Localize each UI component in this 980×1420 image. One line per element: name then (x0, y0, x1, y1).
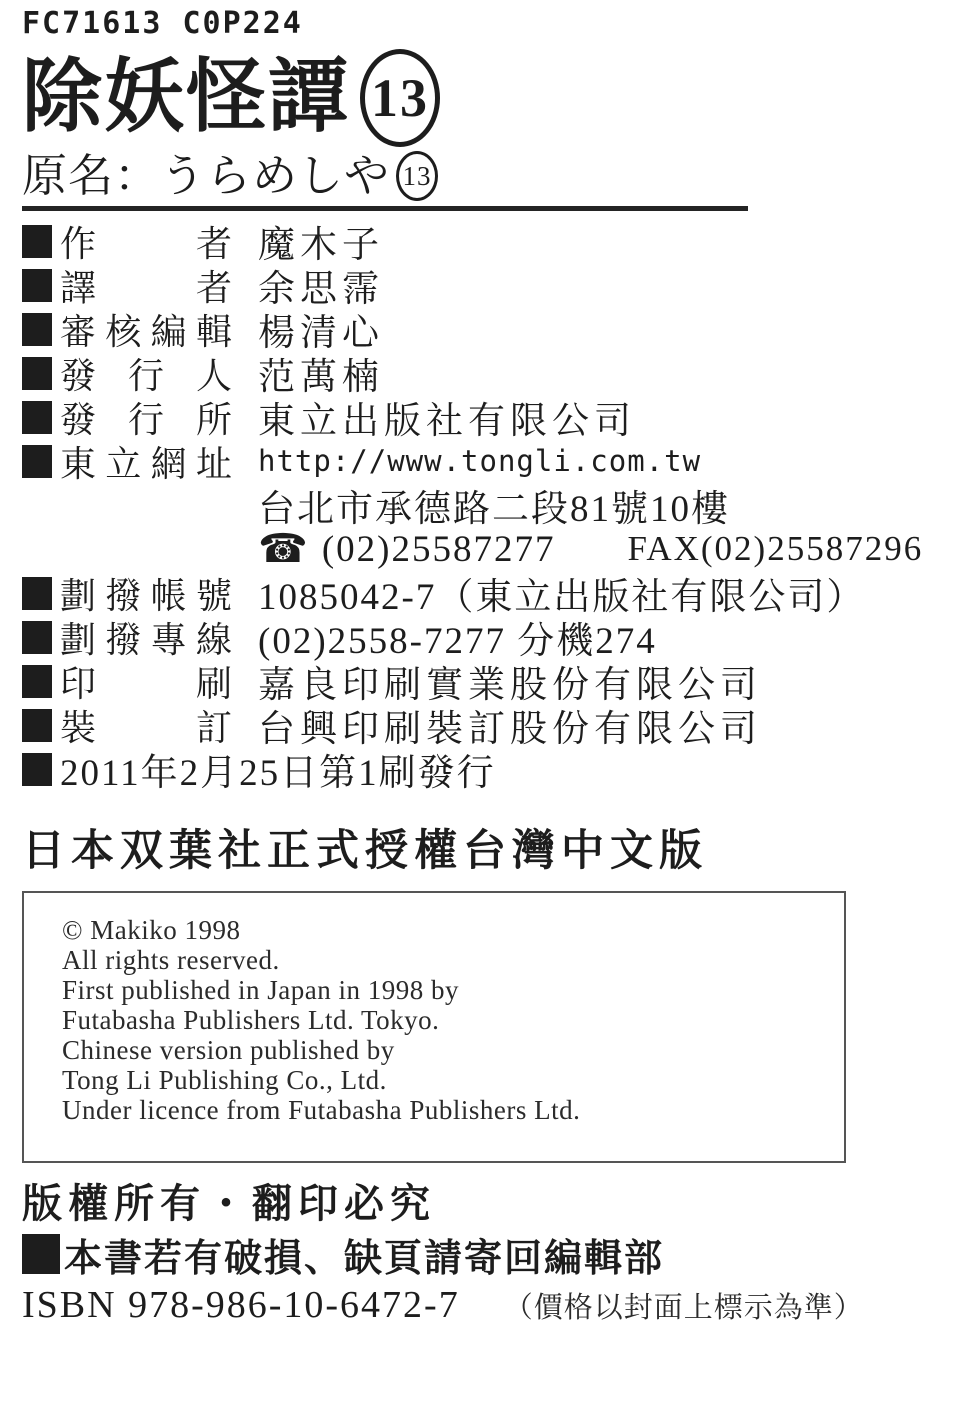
info-value: 范萬楠 (258, 357, 384, 398)
info-value: 台興印刷裝訂股份有限公司 (258, 709, 762, 750)
copyright-line: First published in Japan in 1998 by (62, 975, 459, 1005)
product-code: FC71613 C0P224 (22, 6, 303, 41)
copyright-line: © Makiko 1998 (62, 915, 241, 945)
copyright-line: Under licence from Futabasha Publishers Ltd. (62, 1095, 581, 1125)
info-row-print-date (22, 747, 960, 794)
info-label: 東立網址 (60, 443, 232, 484)
copyright-line: Futabasha Publishers Ltd. Tokyo. (62, 1005, 440, 1035)
book-title (22, 48, 960, 148)
square-bullet-icon (22, 313, 52, 346)
square-bullet-icon (22, 445, 52, 478)
info-row-printer (22, 659, 960, 706)
copyright-line: All rights reserved. (62, 945, 280, 975)
info-value: 魔木子 (258, 225, 384, 266)
info-row-publishing-house (22, 395, 960, 442)
info-label: 發行所 (60, 399, 232, 440)
square-bullet-icon (22, 357, 52, 390)
square-bullet-icon (22, 621, 52, 654)
info-value: 東立出版社有限公司 (258, 401, 636, 442)
publication-info-list (22, 219, 960, 794)
info-label: 劃撥專線 (60, 619, 232, 660)
square-bullet-icon (22, 709, 52, 742)
copyright-line: Chinese version published by (62, 1035, 395, 1065)
square-bullet-icon (22, 753, 52, 786)
damage-return-text: 本書若有破損、缺頁請寄回編輯部 (64, 1237, 665, 1280)
info-row-postal-line (22, 615, 960, 662)
price-note: （價格以封面上標示為準） (503, 1291, 864, 1324)
fax-number: FAX(02)25587296 (627, 529, 924, 568)
copyright-box (22, 891, 846, 1163)
square-bullet-icon (22, 269, 52, 302)
info-value: 楊清心 (258, 313, 384, 354)
info-label: 印刷 (60, 663, 232, 704)
isbn-row (22, 1283, 960, 1327)
square-bullet-icon (22, 1234, 60, 1274)
square-bullet-icon (22, 225, 52, 258)
info-row-address (22, 483, 960, 530)
damage-return-note (22, 1231, 960, 1280)
info-row-author (22, 219, 960, 266)
info-label: 譯者 (60, 267, 232, 308)
telephone-icon: ☎ (258, 526, 308, 572)
info-value: 余思霈 (258, 269, 384, 310)
telephone-number: (02)25587277 (321, 528, 556, 570)
info-row-translator (22, 263, 960, 310)
info-row-publisher-person (22, 351, 960, 398)
info-label: 發行人 (60, 355, 232, 396)
info-value: 嘉良印刷實業股份有限公司 (258, 665, 762, 706)
website-url: http://www.tongli.com.tw (258, 444, 702, 478)
volume-badge: 13 (360, 49, 440, 147)
square-bullet-icon (22, 665, 52, 698)
original-title (22, 150, 960, 202)
license-heading: 日本双葉社正式授權台灣中文版 (22, 828, 708, 875)
square-bullet-icon (22, 577, 52, 610)
book-title-text: 除妖怪譚 (22, 54, 350, 142)
square-bullet-icon (22, 401, 52, 434)
copyright-line: Tong Li Publishing Co., Ltd. (62, 1065, 387, 1095)
info-value: 1085042-7（東立出版社有限公司） (258, 577, 866, 618)
info-value: (02)2558-7277 分機274 (258, 621, 657, 662)
info-label: 作者 (60, 223, 232, 264)
original-title-text: 原名：うらめしや (22, 151, 391, 201)
info-row-website (22, 439, 960, 483)
isbn-number: ISBN 978-986-10-6472-7 (22, 1284, 460, 1326)
publisher-address: 台北市承德路二段81號10樓 (258, 489, 730, 530)
print-date: 2011年2月25日第1刷發行 (60, 753, 496, 794)
info-label: 劃撥帳號 (60, 575, 232, 616)
info-label: 裝訂 (60, 707, 232, 748)
info-row-phone (22, 527, 960, 571)
header-divider (22, 206, 748, 211)
info-row-editor (22, 307, 960, 354)
original-volume-badge: 13 (396, 151, 438, 201)
info-row-binder (22, 703, 960, 750)
rights-statement: 版權所有・翻印必究 (22, 1181, 436, 1226)
info-label: 審核編輯 (60, 311, 232, 352)
info-row-postal-account (22, 571, 960, 618)
